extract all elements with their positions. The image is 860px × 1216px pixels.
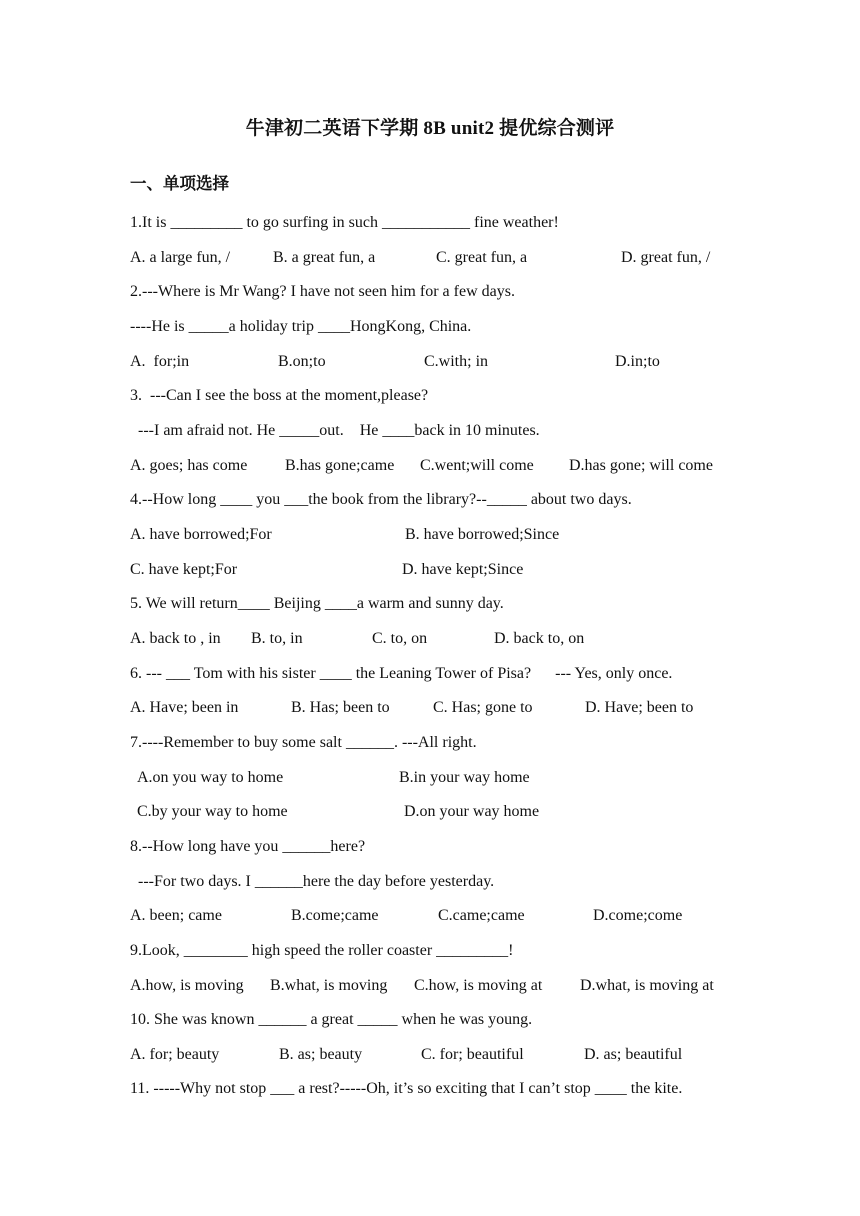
question-2-line-2: ----He is _____a holiday trip ____HongKong, China.: [130, 318, 472, 335]
q9-option-b: B.what, is moving: [270, 977, 388, 994]
q8-option-d: D.come;come: [593, 907, 683, 924]
question-3: 3. ---Can I see the boss at the moment,please?: [130, 387, 429, 404]
q4-option-c: C. have kept;For: [130, 561, 238, 578]
q1-option-b: B. a great fun, a: [273, 249, 376, 266]
question-3-line-2: ---I am afraid not. He _____out. He ____back in 10 minutes.: [130, 422, 540, 439]
q7-option-b: B.in your way home: [399, 769, 530, 786]
q5-option-d: D. back to, on: [494, 630, 585, 647]
q10-option-c: C. for; beautiful: [421, 1046, 524, 1063]
question-1: 1.It is _________ to go surfing in such ___________ fine weather!: [130, 214, 559, 231]
q4-option-d: D. have kept;Since: [402, 561, 524, 578]
q2-option-c: C.with; in: [424, 353, 489, 370]
q8-option-a: A. been; came: [130, 907, 222, 924]
q3-option-c: C.went;will come: [420, 457, 534, 474]
q4-option-b: B. have borrowed;Since: [405, 526, 560, 543]
q6-option-a: A. Have; been in: [130, 699, 239, 716]
question-10: 10. She was known ______ a great _____ when he was young.: [130, 1011, 533, 1028]
q7-option-d: D.on your way home: [404, 803, 540, 820]
q9-option-d: D.what, is moving at: [580, 977, 714, 994]
question-8: 8.--How long have you ______here?: [130, 838, 366, 855]
q10-option-d: D. as; beautiful: [584, 1046, 683, 1063]
q8-option-c: C.came;came: [438, 907, 525, 924]
q1-option-c: C. great fun, a: [436, 249, 528, 266]
q3-option-d: D.has gone; will come: [569, 457, 713, 474]
q3-option-b: B.has gone;came: [285, 457, 395, 474]
q6-option-d: D. Have; been to: [585, 699, 694, 716]
q3-option-a: A. goes; has come: [130, 457, 248, 474]
q1-option-a: A. a large fun, /: [130, 249, 231, 266]
question-7: 7.----Remember to buy some salt ______. ---All right.: [130, 734, 477, 751]
question-4: 4.--How long ____ you ___the book from the library?--_____ about two days.: [130, 491, 632, 508]
q5-option-a: A. back to , in: [130, 630, 221, 647]
q10-option-b: B. as; beauty: [279, 1046, 363, 1063]
question-8-line-2: ---For two days. I ______here the day before yesterday.: [130, 873, 495, 890]
q7-option-c: C.by your way to home: [137, 803, 288, 820]
q8-option-b: B.come;came: [291, 907, 379, 924]
section-heading: 一、单项选择: [130, 174, 229, 193]
q5-option-c: C. to, on: [372, 630, 428, 647]
q6-option-c: C. Has; gone to: [433, 699, 533, 716]
q2-option-a: A. for;in: [130, 353, 190, 370]
q5-option-b: B. to, in: [251, 630, 303, 647]
question-6: 6. --- ___ Tom with his sister ____ the Leaning Tower of Pisa? --- Yes, only once.: [130, 665, 673, 682]
q7-option-a: A.on you way to home: [137, 769, 284, 786]
q2-option-b: B.on;to: [278, 353, 326, 370]
q4-option-a: A. have borrowed;For: [130, 526, 272, 543]
question-9: 9.Look, ________ high speed the roller coaster _________!: [130, 942, 514, 959]
q1-option-d: D. great fun, /: [621, 249, 711, 266]
q9-option-a: A.how, is moving: [130, 977, 244, 994]
q2-option-d: D.in;to: [615, 353, 660, 370]
q6-option-b: B. Has; been to: [291, 699, 390, 716]
page-title: 牛津初二英语下学期 8B unit2 提优综合测评: [245, 118, 615, 139]
q9-option-c: C.how, is moving at: [414, 977, 543, 994]
question-11: 11. -----Why not stop ___ a rest?-----Oh, it’s so exciting that I can’t stop ____ the kite.: [130, 1080, 683, 1097]
question-2: 2.---Where is Mr Wang? I have not seen him for a few days.: [130, 283, 515, 300]
question-5: 5. We will return____ Beijing ____a warm and sunny day.: [130, 595, 504, 612]
q10-option-a: A. for; beauty: [130, 1046, 220, 1063]
